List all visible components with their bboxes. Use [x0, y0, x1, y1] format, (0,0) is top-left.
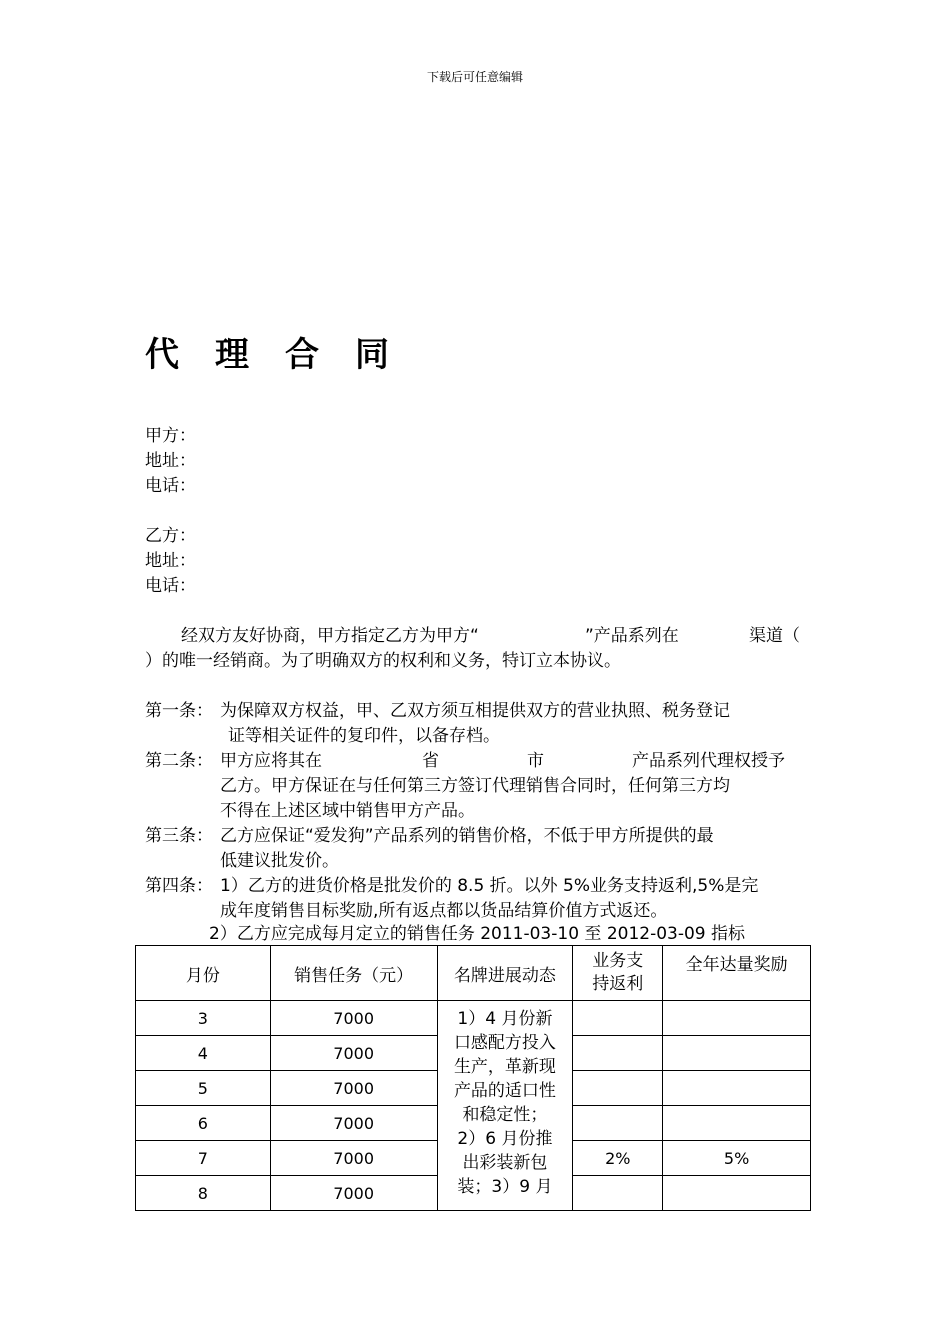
support-cell	[573, 1071, 663, 1106]
article-3-label: 第三条：	[145, 826, 213, 846]
brand-line: 装；3）9 月	[457, 1177, 553, 1197]
annual-cell	[663, 1001, 811, 1036]
task-cell: 7000	[270, 1001, 437, 1036]
article-2-line-2: 乙方。甲方保证在与任何第三方签订代理销售合同时，任何第三方均	[220, 776, 730, 796]
title-char: 同	[355, 335, 389, 375]
party-b-address-label: 地址：	[145, 551, 196, 571]
month-cell: 8	[136, 1176, 271, 1211]
document-title	[145, 327, 425, 376]
article-1-line-2: 证等相关证件的复印件，以备存档。	[228, 726, 500, 746]
intro-part-1: 经双方友好协商，甲方指定乙方为甲方“	[181, 626, 479, 646]
title-char: 合	[285, 335, 319, 375]
brand-line: 口感配方投入	[453, 1033, 556, 1053]
brand-line: 2）6 月份推	[457, 1129, 553, 1149]
annual-cell	[663, 1036, 811, 1071]
article-4-label: 第四条：	[145, 876, 213, 896]
article-2-part-b: 省	[422, 751, 439, 771]
title-char: 理	[215, 335, 249, 375]
brand-line: 生产，革新现	[453, 1057, 556, 1077]
support-cell	[573, 1001, 663, 1036]
month-cell: 7	[136, 1141, 271, 1176]
brand-line: 产品的适口性	[453, 1081, 556, 1101]
header-annual: 全年达量奖励	[663, 946, 811, 1001]
intro-part-2: ”产品系列在	[585, 626, 679, 646]
article-2-line-3: 不得在上述区域中销售甲方产品。	[220, 801, 475, 821]
article-1-label: 第一条：	[145, 701, 213, 721]
support-cell	[573, 1036, 663, 1071]
title-char: 代	[145, 335, 179, 375]
article-2-part-a: 甲方应将其在	[220, 751, 322, 771]
article-3-line-1: 乙方应保证“爱发狗”产品系列的销售价格，不低于甲方所提供的最	[220, 826, 714, 846]
annual-cell	[663, 1106, 811, 1141]
header-brand: 名牌进展动态	[437, 946, 573, 1001]
article-2-part-d: 产品系列代理权授予	[632, 751, 785, 771]
brand-line: 和稳定性；	[462, 1105, 548, 1125]
intro-line-2: ）的唯一经销商。为了明确双方的权利和义务，特订立本协议。	[145, 651, 621, 671]
annual-cell	[663, 1176, 811, 1211]
header-month: 月份	[136, 946, 271, 1001]
month-cell: 5	[136, 1071, 271, 1106]
annual-cell: 5%	[663, 1141, 811, 1176]
article-1-line-1: 为保障双方权益，甲、乙双方须互相提供双方的营业执照、税务登记	[220, 701, 730, 721]
article-2-label: 第二条：	[145, 751, 213, 771]
task-cell: 7000	[270, 1141, 437, 1176]
intro-part-3: 渠道（	[749, 626, 800, 646]
annual-cell	[663, 1071, 811, 1106]
table-row	[136, 1001, 811, 1036]
task-cell: 7000	[270, 1036, 437, 1071]
support-cell	[573, 1106, 663, 1141]
month-cell: 3	[136, 1001, 271, 1036]
brand-progress-cell	[437, 1001, 573, 1211]
party-b-phone-label: 电话：	[145, 576, 196, 596]
article-4-line-3: 2）乙方应完成每月定立的销售任务 2011-03-10 至 2012-03-09 指标	[209, 924, 746, 944]
article-2-part-c: 市	[527, 751, 544, 771]
header-support-line-1: 业务支	[592, 951, 644, 971]
sales-target-table	[135, 945, 811, 1211]
brand-line: 出彩装新包	[462, 1153, 548, 1173]
party-b-name-label: 乙方：	[145, 526, 196, 546]
month-cell: 4	[136, 1036, 271, 1071]
brand-line: 1）4 月份新	[457, 1009, 553, 1029]
header-note: 下载后可任意编辑	[426, 70, 523, 84]
party-a-phone-label: 电话：	[145, 476, 196, 496]
party-a-name-label: 甲方：	[145, 426, 196, 446]
month-cell: 6	[136, 1106, 271, 1141]
task-cell: 7000	[270, 1071, 437, 1106]
support-cell: 2%	[573, 1141, 663, 1176]
table-header-row	[136, 946, 811, 1001]
task-cell: 7000	[270, 1176, 437, 1211]
header-task: 销售任务（元）	[270, 946, 437, 1001]
party-a-address-label: 地址：	[145, 451, 196, 471]
support-cell	[573, 1176, 663, 1211]
task-cell: 7000	[270, 1106, 437, 1141]
header-support	[573, 946, 663, 1001]
article-4-line-1: 1）乙方的进货价格是批发价的 8.5 折。以外 5%业务支持返利,5%是完	[220, 876, 759, 896]
header-support-line-2: 持返利	[592, 974, 644, 994]
article-3-line-2: 低建议批发价。	[220, 851, 339, 871]
article-4-line-2: 成年度销售目标奖励,所有返点都以货品结算价值方式返还。	[220, 901, 668, 921]
